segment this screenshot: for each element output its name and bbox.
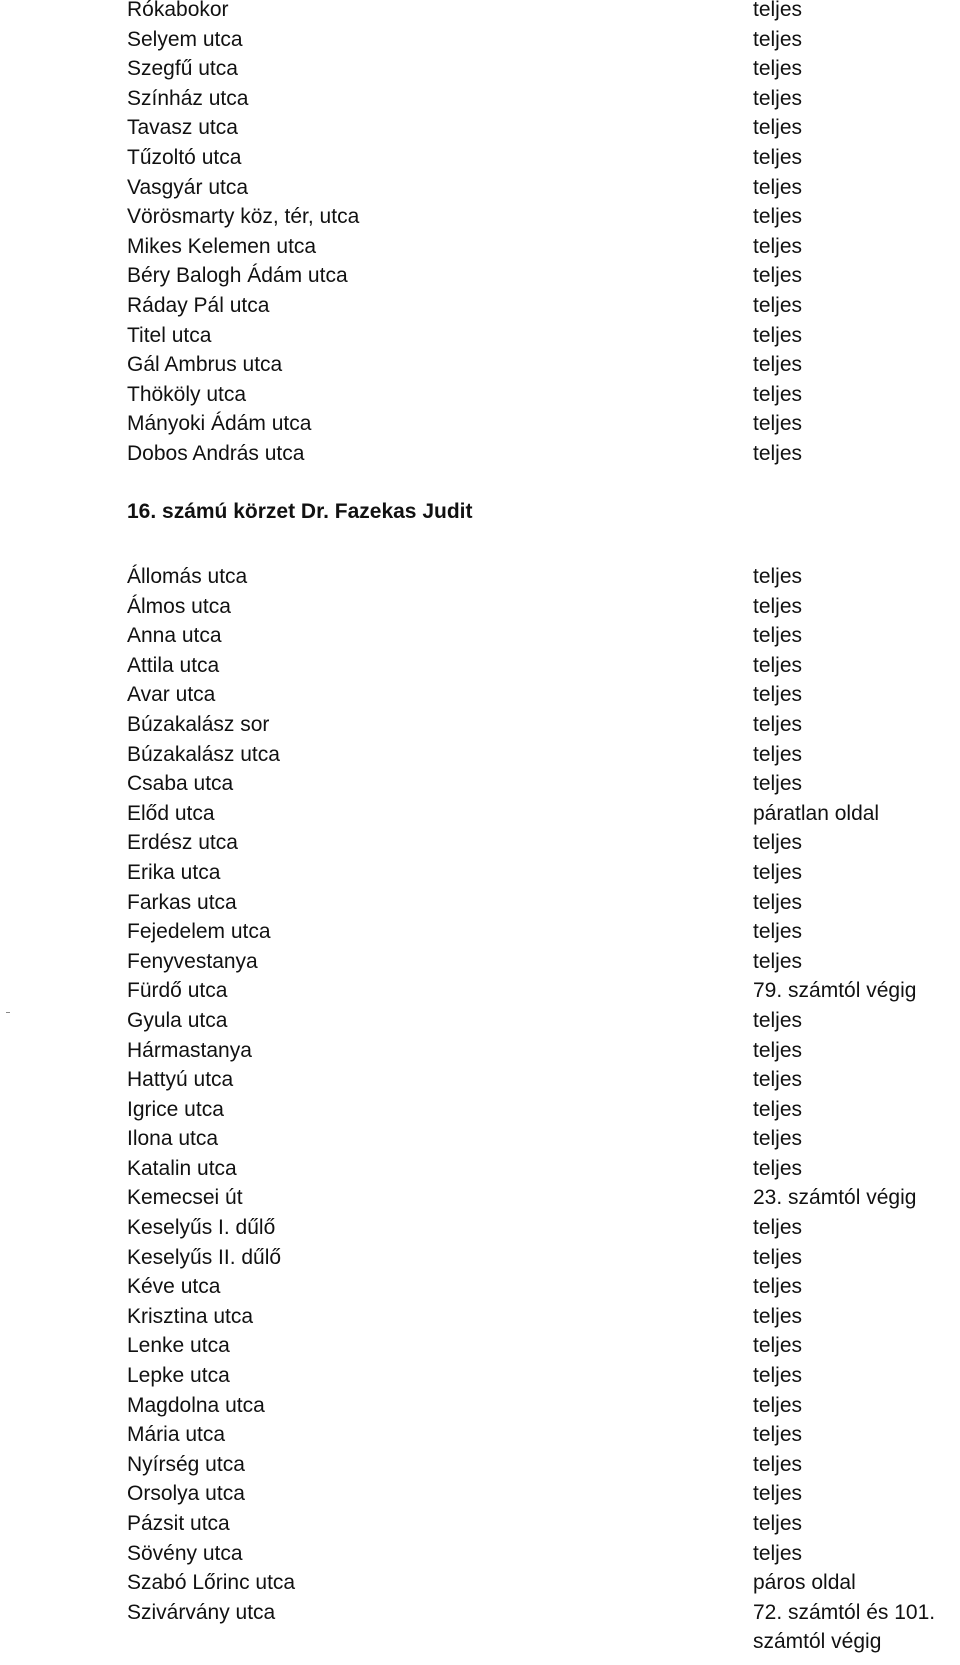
- street-name: Búzakalász sor: [127, 712, 270, 736]
- street-row: [0, 1391, 960, 1421]
- street-name: Igrice utca: [127, 1097, 224, 1121]
- street-scope: teljes: [753, 293, 803, 317]
- street-scope: 79. számtól végig: [753, 979, 917, 1003]
- street-scope: teljes: [753, 949, 803, 973]
- street-scope: teljes: [753, 1393, 803, 1417]
- street-name: Fürdő utca: [127, 979, 228, 1003]
- street-name: Rókabokor: [127, 0, 229, 21]
- street-row: [0, 1598, 960, 1656]
- street-row: [0, 888, 960, 918]
- street-name: Orsolya utca: [127, 1482, 245, 1506]
- street-scope: teljes: [753, 1334, 803, 1358]
- street-name: Ráday Pál utca: [127, 293, 270, 317]
- street-row: [0, 350, 960, 380]
- street-scope: teljes: [753, 1008, 803, 1032]
- street-scope: teljes: [753, 1304, 803, 1328]
- street-scope: teljes: [753, 1364, 803, 1388]
- street-name: Hattyú utca: [127, 1068, 234, 1092]
- street-name: Gál Ambrus utca: [127, 353, 283, 377]
- street-row: [0, 1302, 960, 1332]
- street-row: [0, 651, 960, 681]
- street-scope: teljes: [753, 920, 803, 944]
- street-name: Titel utca: [127, 323, 212, 347]
- street-row: [0, 25, 960, 55]
- street-scope: teljes: [753, 145, 803, 169]
- street-scope: teljes: [753, 860, 803, 884]
- street-name: Nyírség utca: [127, 1452, 245, 1476]
- street-row: [0, 1095, 960, 1125]
- street-name: Béry Balogh Ádám utca: [127, 264, 348, 288]
- street-row: [0, 1568, 960, 1598]
- district-heading: 16. számú körzet Dr. Fazekas Judit: [127, 500, 473, 523]
- street-scope: teljes: [753, 624, 803, 648]
- street-scope: teljes: [753, 772, 803, 796]
- street-name: Mária utca: [127, 1423, 226, 1447]
- street-name: Fenyvestanya: [127, 949, 258, 973]
- street-row: [0, 1420, 960, 1450]
- street-row: [0, 409, 960, 439]
- street-name: Gyula utca: [127, 1008, 228, 1032]
- street-name: Állomás utca: [127, 565, 248, 588]
- street-name: Magdolna utca: [127, 1393, 265, 1417]
- street-name: Csaba utca: [127, 772, 234, 796]
- street-scope: teljes: [753, 831, 803, 855]
- street-scope: teljes: [753, 565, 803, 588]
- street-scope: teljes: [753, 1068, 803, 1092]
- street-name: Lenke utca: [127, 1334, 230, 1358]
- street-scope: páros oldal: [753, 1571, 856, 1595]
- street-name: Tavasz utca: [127, 116, 238, 140]
- street-scope: teljes: [753, 683, 803, 707]
- street-list-district-16: [0, 562, 960, 1656]
- street-name: Selyem utca: [127, 27, 243, 51]
- street-row: [0, 380, 960, 410]
- street-row: [0, 321, 960, 351]
- street-name: Avar utca: [127, 683, 216, 707]
- street-scope: teljes: [753, 653, 803, 677]
- street-row: [0, 1213, 960, 1243]
- street-row: [0, 1065, 960, 1095]
- street-row: [0, 858, 960, 888]
- street-scope: teljes: [753, 116, 803, 140]
- street-name: Erika utca: [127, 860, 221, 884]
- street-name: Attila utca: [127, 653, 220, 677]
- street-name: Tűzoltó utca: [127, 145, 242, 169]
- street-scope: teljes: [753, 0, 803, 21]
- street-scope: teljes: [753, 234, 803, 258]
- street-row: [0, 769, 960, 799]
- street-name: Vörösmarty köz, tér, utca: [127, 205, 360, 229]
- street-name: Vasgyár utca: [127, 175, 249, 199]
- street-name: Szivárvány utca: [127, 1600, 276, 1624]
- street-name: Mikes Kelemen utca: [127, 234, 317, 258]
- street-scope: teljes: [753, 441, 803, 465]
- street-name: Színház utca: [127, 86, 249, 110]
- street-row: [0, 143, 960, 173]
- street-row: [0, 947, 960, 977]
- street-name: Dobos András utca: [127, 441, 305, 465]
- street-scope: teljes: [753, 323, 803, 347]
- street-name: Keselyűs II. dűlő: [127, 1245, 282, 1269]
- street-row: [0, 621, 960, 651]
- street-name: Szegfű utca: [127, 57, 238, 81]
- street-scope: teljes: [753, 1423, 803, 1447]
- street-name: Erdész utca: [127, 831, 238, 855]
- street-row: [0, 1539, 960, 1569]
- street-row: [0, 710, 960, 740]
- street-row: [0, 113, 960, 143]
- street-scope: teljes: [753, 712, 803, 736]
- street-scope: teljes: [753, 1097, 803, 1121]
- street-row: [0, 680, 960, 710]
- street-name: Szabó Lőrinc utca: [127, 1571, 296, 1595]
- street-name: Keselyűs I. dűlő: [127, 1216, 276, 1240]
- scan-mark: [6, 1012, 10, 1013]
- street-name: Pázsit utca: [127, 1512, 230, 1535]
- street-row: [0, 799, 960, 829]
- street-row: [0, 1272, 960, 1302]
- street-name: Krisztina utca: [127, 1304, 254, 1328]
- street-name: Fejedelem utca: [127, 920, 271, 944]
- street-row: [0, 439, 960, 469]
- street-scope: teljes: [753, 1038, 803, 1062]
- street-scope: teljes: [753, 353, 803, 377]
- street-row: [0, 1509, 960, 1539]
- street-name: Mányoki Ádám utca: [127, 412, 312, 436]
- street-row: [0, 0, 960, 25]
- street-name: Álmos utca: [127, 594, 231, 618]
- street-scope: 72. számtól és 101. számtól végig: [753, 1600, 936, 1653]
- street-scope: teljes: [753, 1156, 803, 1180]
- street-scope: teljes: [753, 1216, 803, 1240]
- street-scope: teljes: [753, 1127, 803, 1151]
- street-row: [0, 592, 960, 622]
- street-scope: teljes: [753, 205, 803, 229]
- street-scope: 23. számtól végig: [753, 1186, 917, 1210]
- street-scope: teljes: [753, 412, 803, 436]
- street-scope: teljes: [753, 594, 803, 618]
- street-row: [0, 917, 960, 947]
- street-row: [0, 1124, 960, 1154]
- street-scope: teljes: [753, 175, 803, 199]
- street-scope: teljes: [753, 1541, 803, 1565]
- street-name: Anna utca: [127, 624, 222, 648]
- street-row: [0, 976, 960, 1006]
- street-row: [0, 1361, 960, 1391]
- street-name: Hármastanya: [127, 1038, 252, 1062]
- street-row: [0, 1183, 960, 1213]
- street-row: [0, 1006, 960, 1036]
- street-row: [0, 562, 960, 592]
- street-scope: teljes: [753, 1275, 803, 1299]
- street-scope: teljes: [753, 57, 803, 81]
- street-scope: teljes: [753, 890, 803, 914]
- street-row: [0, 202, 960, 232]
- street-name: Lepke utca: [127, 1364, 230, 1388]
- street-row: [0, 1036, 960, 1066]
- street-row: [0, 291, 960, 321]
- street-scope: teljes: [753, 1482, 803, 1506]
- street-row: [0, 1154, 960, 1184]
- street-name: Farkas utca: [127, 890, 237, 914]
- street-row: [0, 828, 960, 858]
- street-scope: teljes: [753, 382, 803, 406]
- street-scope: teljes: [753, 1452, 803, 1476]
- street-row: [0, 232, 960, 262]
- street-row: [0, 740, 960, 770]
- street-row: [0, 261, 960, 291]
- street-scope: teljes: [753, 264, 803, 288]
- street-scope: teljes: [753, 27, 803, 51]
- street-row: [0, 1479, 960, 1509]
- street-name: Sövény utca: [127, 1541, 243, 1565]
- street-scope: teljes: [753, 742, 803, 766]
- street-name: Thököly utca: [127, 382, 247, 406]
- street-name: Ilona utca: [127, 1127, 219, 1151]
- street-scope: páratlan oldal: [753, 801, 880, 825]
- street-row: [0, 84, 960, 114]
- street-name: Búzakalász utca: [127, 742, 280, 766]
- street-name: Előd utca: [127, 801, 215, 825]
- street-row: [0, 1331, 960, 1361]
- street-row: [0, 54, 960, 84]
- street-list-top: [0, 0, 960, 469]
- street-name: Katalin utca: [127, 1156, 237, 1180]
- street-row: [0, 173, 960, 203]
- street-name: Kemecsei út: [127, 1186, 243, 1210]
- street-scope: teljes: [753, 1512, 803, 1535]
- street-row: [0, 1450, 960, 1480]
- street-scope: teljes: [753, 86, 803, 110]
- street-row: [0, 1243, 960, 1273]
- street-scope: teljes: [753, 1245, 803, 1269]
- street-name: Kéve utca: [127, 1275, 221, 1299]
